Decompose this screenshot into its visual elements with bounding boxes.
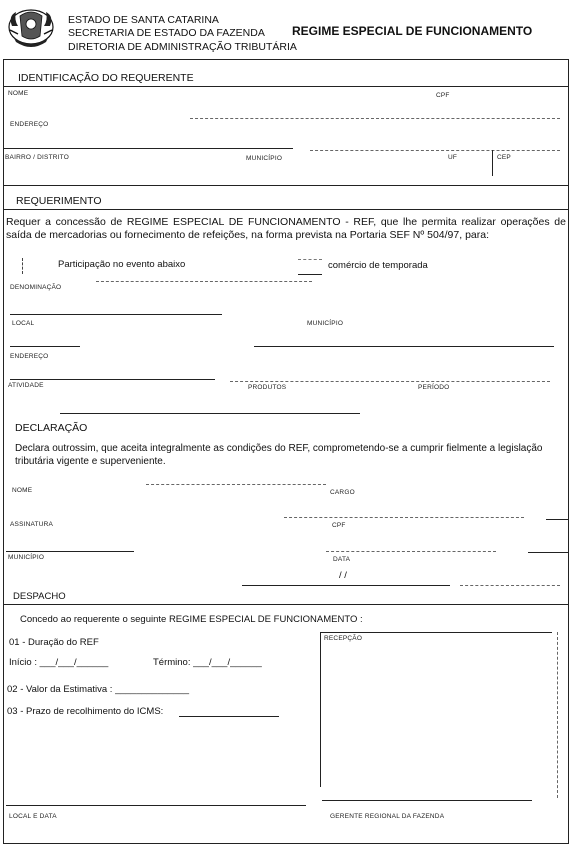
divider (146, 484, 326, 485)
label-data: DATA (333, 556, 351, 563)
label-cep: CEP (497, 154, 511, 161)
divider (3, 59, 569, 60)
label-cpf: CPF (436, 92, 450, 99)
bairro-field[interactable] (5, 162, 235, 174)
declaracao-text: Declara outrossim, que aceita integralmente as condições do REF, comprometendo-se a cumprir fielmente a legislação tributária vigente e superveniente. (15, 443, 543, 467)
label-bairro: BAIRRO / DISTRITO (5, 154, 69, 161)
label-recepcao: RECEPÇÃO (324, 635, 363, 642)
section-declaracao-title: DECLARAÇÃO (15, 422, 88, 434)
termino-date[interactable]: Término: ___/___/______ (153, 657, 262, 668)
option-evento-label: Participação no evento abaixo (58, 259, 186, 270)
label-municipio: MUNICÍPIO (246, 155, 283, 162)
recepcao-left (320, 632, 321, 787)
date-slashes[interactable]: / / (339, 570, 347, 581)
municipio-field[interactable] (246, 162, 436, 174)
cargo-field[interactable] (330, 496, 555, 508)
divider (242, 585, 450, 586)
label-atividade: ATIVIDADE (8, 382, 44, 389)
label-req-endereco: ENDEREÇO (10, 353, 49, 360)
local-field[interactable] (12, 328, 292, 340)
divider (254, 346, 554, 347)
divider (60, 413, 360, 414)
divider (492, 150, 493, 176)
divider (546, 519, 568, 520)
despacho-item2[interactable]: 02 - Valor da Estimativa : ______________ (7, 684, 190, 695)
divider (6, 551, 134, 552)
assinatura-field[interactable] (10, 530, 310, 542)
right-border (568, 59, 569, 844)
divider (3, 185, 569, 186)
cep-field[interactable] (497, 162, 557, 174)
option-temporada-label: comércio de temporada (328, 260, 428, 271)
divider (284, 517, 524, 518)
label-periodo: PERÍODO (418, 384, 450, 391)
endereco-field[interactable] (10, 128, 555, 140)
label-endereco: ENDEREÇO (10, 121, 49, 128)
divider (96, 281, 312, 282)
denominacao-field[interactable] (10, 292, 555, 304)
label-assinatura: ASSINATURA (10, 521, 54, 528)
label-decl-nome: NOME (12, 487, 33, 494)
label-uf: UF (448, 154, 458, 161)
header-directorate: DIRETORIA DE ADMINISTRAÇÃO TRIBUTÁRIA (68, 41, 297, 53)
divider (326, 551, 496, 552)
label-local: LOCAL (12, 320, 35, 327)
divider (3, 148, 293, 149)
inicio-date[interactable]: Início : ___/___/______ (9, 657, 109, 668)
recepcao-top (320, 632, 552, 633)
checkbox-evento[interactable] (22, 258, 29, 274)
divider (6, 805, 306, 806)
form-title: REGIME ESPECIAL DE FUNCIONAMENTO (292, 24, 533, 38)
atividade-field[interactable] (8, 392, 233, 404)
divider (190, 118, 560, 119)
label-local-data: LOCAL E DATA (9, 813, 57, 820)
header-state: ESTADO DE SANTA CATARINA (68, 14, 219, 26)
label-gerente: GERENTE REGIONAL DA FAZENDA (330, 813, 445, 820)
divider (10, 314, 222, 315)
divider (3, 86, 569, 87)
divider (3, 209, 569, 210)
divider (10, 379, 215, 380)
prazo-field-line[interactable] (179, 716, 279, 717)
label-denominacao: DENOMINAÇÃO (10, 284, 62, 291)
despacho-item3: 03 - Prazo de recolhimento do ICMS: (7, 706, 164, 717)
label-nome: NOME (8, 90, 29, 97)
coat-of-arms-logo (6, 6, 56, 50)
label-decl-municipio: MUNICÍPIO (8, 554, 45, 561)
divider (3, 604, 569, 605)
label-decl-cpf: CPF (332, 522, 346, 529)
label-req-municipio: MUNICÍPIO (307, 320, 344, 327)
divider (10, 346, 80, 347)
divider (460, 585, 560, 586)
cpf-field[interactable] (436, 98, 556, 110)
despacho-item1: 01 - Duração do REF (9, 637, 99, 648)
section-identificacao-title: IDENTIFICAÇÃO DO REQUERENTE (18, 72, 194, 84)
decl-nome-field[interactable] (12, 496, 312, 508)
section-despacho-title: DESPACHO (13, 591, 66, 602)
section-requerimento-title: REQUERIMENTO (16, 195, 102, 207)
req-endereco-field[interactable] (10, 360, 555, 372)
header-secretariat: SECRETARIA DE ESTADO DA FAZENDA (68, 27, 265, 39)
label-produtos: PRODUTOS (248, 384, 287, 391)
nome-field[interactable] (8, 98, 428, 110)
divider (322, 800, 532, 801)
uf-field[interactable] (448, 162, 488, 174)
decl-cpf-field[interactable] (332, 530, 557, 542)
divider (528, 552, 568, 553)
checkbox-temporada[interactable] (298, 259, 322, 275)
produtos-field[interactable] (248, 392, 408, 404)
req-municipio-field[interactable] (307, 328, 557, 340)
recepcao-box[interactable] (322, 645, 554, 795)
left-border (3, 59, 4, 844)
bottom-border (3, 843, 569, 844)
divider (230, 381, 550, 382)
despacho-intro: Concedo ao requerente o seguinte REGIME ESPECIAL DE FUNCIONAMENTO : (20, 614, 363, 625)
label-cargo: CARGO (330, 489, 355, 496)
divider (310, 150, 560, 151)
recepcao-right (557, 632, 558, 798)
requerimento-text: Requer a concessão de REGIME ESPECIAL DE FUNCIONAMENTO - REF, que lhe permita realizar operações de saída de mercadorias ou fornecimento de refeições, na forma prevista na Portaria SEF Nº 504/97, para: (6, 216, 566, 241)
periodo-field[interactable] (418, 392, 558, 404)
